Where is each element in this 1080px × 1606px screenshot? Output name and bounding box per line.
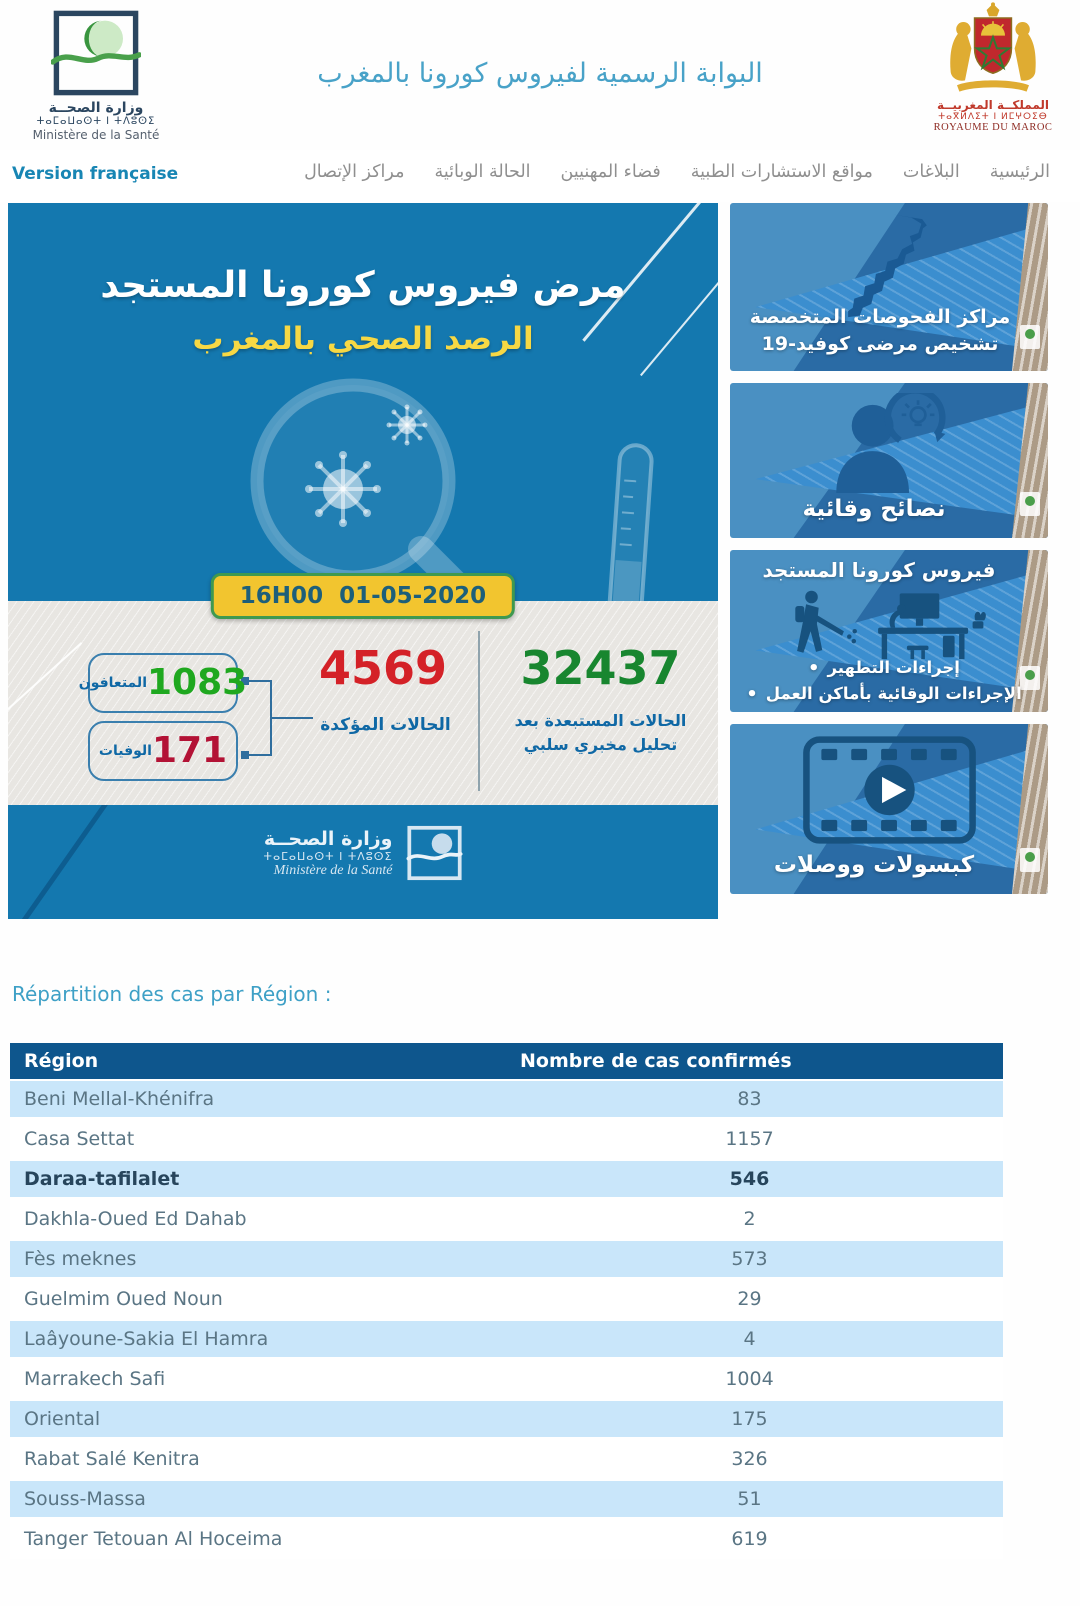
cases-count: 619 — [731, 1528, 768, 1550]
ministry-logo-arabic: وزارة الصحــة — [48, 100, 144, 116]
bullet-text: إجراءات التطهير — [827, 658, 960, 677]
cases-count: 51 — [737, 1488, 762, 1510]
table-row — [10, 1199, 1003, 1239]
sidebar-card-video-capsules[interactable] — [730, 724, 1048, 894]
table-row — [10, 1119, 1003, 1159]
nav-item-communiques[interactable]: البلاغات — [902, 162, 960, 182]
excluded-count: 32437 — [520, 641, 681, 695]
region-name: Marrakech Safi — [24, 1368, 166, 1390]
person-idea-icon — [804, 393, 974, 493]
nav-item-home[interactable]: الرئيسية — [989, 162, 1050, 182]
region-name: Fès meknes — [24, 1248, 137, 1270]
main-nav — [0, 150, 1080, 202]
recovered-count: 1083 — [147, 662, 248, 703]
banner-title-line1: مرض فيروس كورونا المستجد — [100, 265, 626, 306]
nav-item-professionals-space[interactable]: فضاء المهنيين — [560, 162, 661, 182]
cases-count: 1157 — [725, 1128, 774, 1150]
deaths-label: الوفيات — [98, 743, 152, 759]
region-name: Rabat Salé Kenitra — [24, 1448, 200, 1470]
excluded-label — [498, 709, 703, 757]
region-name: Casa Settat — [24, 1128, 135, 1150]
confirmed-count: 4569 — [318, 641, 448, 695]
regions-heading: Répartition des cas par Région : — [12, 982, 332, 1006]
bullet-text: الإجراءات الوقائية بأماكن العمل — [765, 684, 1022, 703]
ministry-logo-french: Ministère de la Santé — [32, 128, 160, 142]
region-name: Beni Mellal-Khénifra — [24, 1088, 215, 1110]
report-time: 16H00 — [239, 583, 324, 609]
cases-count: 2 — [743, 1208, 756, 1230]
ministry-logo-tifinagh: ⵜⴰⵎⴰⵡⴰⵙⵜ ⵏ ⵜⴷⵓⵙⵉ — [36, 116, 156, 127]
table-row — [10, 1159, 1003, 1199]
report-datetime-badge — [211, 573, 515, 619]
cases-count: 83 — [737, 1088, 762, 1110]
card-bullet — [730, 658, 1038, 679]
language-switch-link[interactable]: Version française — [12, 164, 179, 184]
table-row — [10, 1399, 1003, 1439]
table-row — [10, 1359, 1003, 1399]
region-name: Oriental — [24, 1408, 101, 1430]
card-title-line2: تشخيص مرضى كوفيد-19 — [761, 333, 999, 356]
cases-count: 29 — [737, 1288, 762, 1310]
region-name: Dakhla-Oued Ed Dahab — [24, 1208, 247, 1230]
recovered-label: المتعافون — [78, 675, 147, 691]
banner-ministry-logo-icon — [406, 825, 462, 881]
region-name: Guelmim Oued Noun — [24, 1288, 223, 1310]
disinfection-workplace-icons — [754, 588, 1004, 660]
table-row — [10, 1479, 1003, 1519]
stats-divider — [478, 631, 480, 791]
nav-item-epidemiological-situation[interactable]: الحالة الوبائية — [434, 162, 531, 182]
card-bullet — [730, 684, 1038, 705]
banner-logo-tifinagh: ⵜⴰⵎⴰⵡⴰⵙⵜ ⵏ ⵜⴷⵓⵙⵉ — [263, 849, 393, 863]
banner-logo-arabic: وزارة الصحــة — [263, 827, 393, 850]
banner-ministry-logo — [264, 825, 463, 881]
table-row — [10, 1279, 1003, 1319]
cases-count: 1004 — [725, 1368, 774, 1390]
confirmed-label: الحالات المؤكدة — [320, 715, 451, 735]
report-date: 01-05-2020 — [339, 583, 487, 609]
banner-logo-french: Ministère de la Santé — [273, 862, 393, 878]
nav-item-medical-consultation-sites[interactable]: مواقع الاستشارات الطبية — [690, 162, 873, 182]
page-title: البوابة الرسمية لفيروس كورونا بالمغرب — [317, 58, 763, 89]
sidebar-card-testing-centers[interactable] — [730, 203, 1048, 371]
coat-of-arms-icon — [941, 2, 1045, 98]
coat-of-arms-tifinagh: ⵜⴰⴳⵍⴷⵉⵜ ⵏ ⵍⵎⵖⵔⵉⴱ — [938, 112, 1048, 122]
recovered-stat-box — [78, 653, 248, 713]
sidebar-card-preventive-advice[interactable] — [730, 383, 1048, 538]
table-body — [10, 1079, 1003, 1559]
coat-of-arms — [928, 2, 1058, 133]
coat-of-arms-arabic: المملكــة المغربيــة — [936, 98, 1050, 112]
coat-of-arms-french: ROYAUME DU MAROC — [933, 122, 1053, 133]
table-row — [10, 1079, 1003, 1119]
bullet-dot-icon: • — [808, 658, 820, 679]
video-film-icon — [797, 734, 982, 846]
nav-item-contact-centers[interactable]: مراكز الإتصال — [304, 162, 405, 182]
cases-count: 546 — [729, 1168, 770, 1190]
sidebar-card-covid-measures[interactable] — [730, 550, 1048, 712]
cases-count: 175 — [731, 1408, 768, 1430]
column-header-region: Région — [24, 1050, 99, 1072]
region-name: Daraa-tafilalet — [24, 1168, 180, 1190]
cases-count: 4 — [743, 1328, 756, 1350]
table-header — [10, 1043, 1003, 1079]
table-row — [10, 1439, 1003, 1479]
region-name: Tanger Tetouan Al Hoceima — [24, 1528, 283, 1550]
card-title-line1: مراكز الفحوصات المتخصصة — [749, 305, 1011, 328]
regions-table — [10, 1043, 1003, 1559]
card-title: كبسولات ووصلات — [773, 852, 975, 878]
cases-count: 326 — [731, 1448, 768, 1470]
excluded-label-line1: الحالات المستبعدة بعد — [514, 711, 687, 730]
table-row — [10, 1239, 1003, 1279]
deaths-stat-box — [88, 721, 238, 781]
card-title: نصائح وقائية — [802, 496, 946, 522]
excluded-label-line2: تحليل مخبري سلبي — [523, 735, 678, 754]
deaths-count: 171 — [151, 730, 228, 771]
region-name: Laâyoune-Sakia El Hamra — [24, 1328, 269, 1350]
bullet-dot-icon: • — [746, 684, 758, 705]
main-banner — [8, 203, 718, 919]
table-row — [10, 1519, 1003, 1559]
column-header-cases: Nombre de cas confirmés — [520, 1050, 792, 1072]
cases-count: 573 — [731, 1248, 768, 1270]
card-title — [730, 304, 1030, 359]
nav-items — [304, 162, 1050, 182]
table-row — [10, 1319, 1003, 1359]
region-name: Souss-Massa — [24, 1488, 146, 1510]
banner-title-line2: الرصد الصحي بالمغرب — [192, 321, 534, 357]
card-title: فيروس كورونا المستجد — [762, 558, 996, 582]
